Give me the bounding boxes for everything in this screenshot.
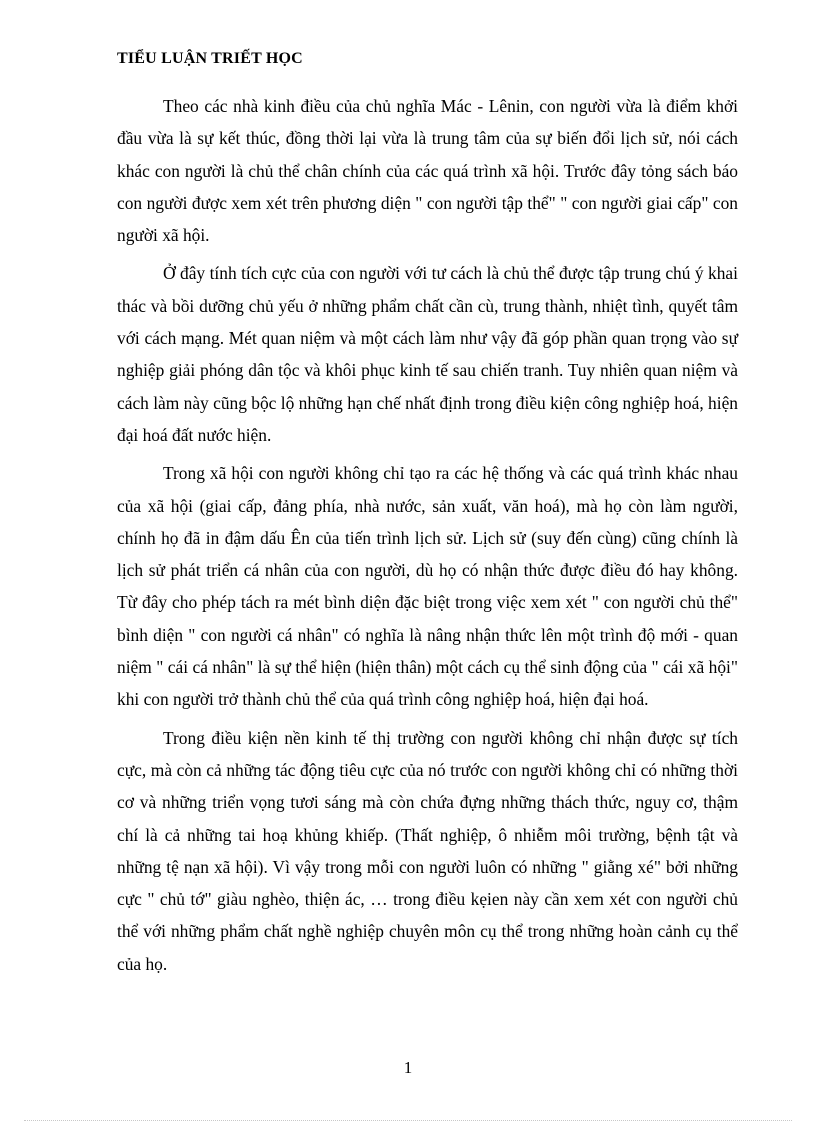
paragraph-3: Trong xã hội con người không chỉ tạo ra các hệ thống và các quá trình khác nhau của xã hội (giai cấp, đảng phía, nhà nước, sản xuất, văn hoá), mà họ còn làm người, chính họ đã in đậm dấu Ên của tiến trình lịch sử. Lịch sử (suy đến cùng) cũng chính là lịch sử phát triển cá nhân của con người, dù họ có nhận thức được điều đó hay không. Từ đây cho phép tách ra mét bình diện đặc biệt trong việc xem xét " con người chủ thể" bình diện " con người cá nhân" có nghĩa là nâng nhận thức lên một trình độ mới - quan niệm " cái cá nhân" là sự thể hiện (hiện thân) một cách cụ thể sinh động của " cái xã hội" khi con người trở thành chủ thể của quá trình công nghiệp hoá, hiện đại hoá. [117,463,738,710]
document-title: TIỂU LUẬN TRIẾT HỌC [117,50,303,67]
paragraph-2: Ở đây tính tích cực của con người với tư cách là chủ thể được tập trung chú ý khai thác và bồi dưỡng chủ yếu ở những phẩm chất cần cù, trung thành, nhiệt tình, quyết tâm với cách mạng. Mét quan niệm và một cách làm như vậy đã góp phần quan trọng vào sự nghiệp giải phóng dân tộc và khôi phục kinh tế sau chiến tranh. Tuy nhiên quan niệm và cách làm này cũng bộc lộ những hạn chế nhất định trong điều kiện công nghiệp hoá, hiện đại hoá đất nước hiện. [117,263,738,445]
page-bottom-divider [24,1120,792,1121]
paragraph-4: Trong điều kiện nền kinh tế thị trường con người không chỉ nhận được sự tích cực, mà còn cả những tác động tiêu cực của nó trước con người không chỉ có những thời cơ và những triển vọng tươi sáng mà còn chứa đựng những thách thức, nguy cơ, thậm chí là cả những tai hoạ khủng khiếp. (Thất nghiệp, ô nhiễm môi trường, bệnh tật và những tệ nạn xã hội). Vì vậy trong mỗi con người luôn có những " giằng xé" bởi những cực " chủ tớ" giàu nghèo, thiện ác, … trong điều kẹien này cần xem xét con người chủ thể với những phẩm chất nghề nghiệp chuyên môn cụ thể trong những hoàn cảnh cụ thể của họ. [117,727,738,974]
document-body [117,90,738,986]
paragraph-1: Theo các nhà kinh điều của chủ nghĩa Mác - Lênin, con người vừa là điểm khởi đầu vừa là sự kết thúc, đồng thời lại vừa là trung tâm của sự biến đổi lịch sử, nói cách khác con người là chủ thể chân chính của các quá trình xã hội. Trước đây tỏng sách báo con người được xem xét trên phương diện " con người tập thể" " con người giai cấp" con người xã hội. [117,96,738,246]
page-number: 1 [403,1058,413,1077]
